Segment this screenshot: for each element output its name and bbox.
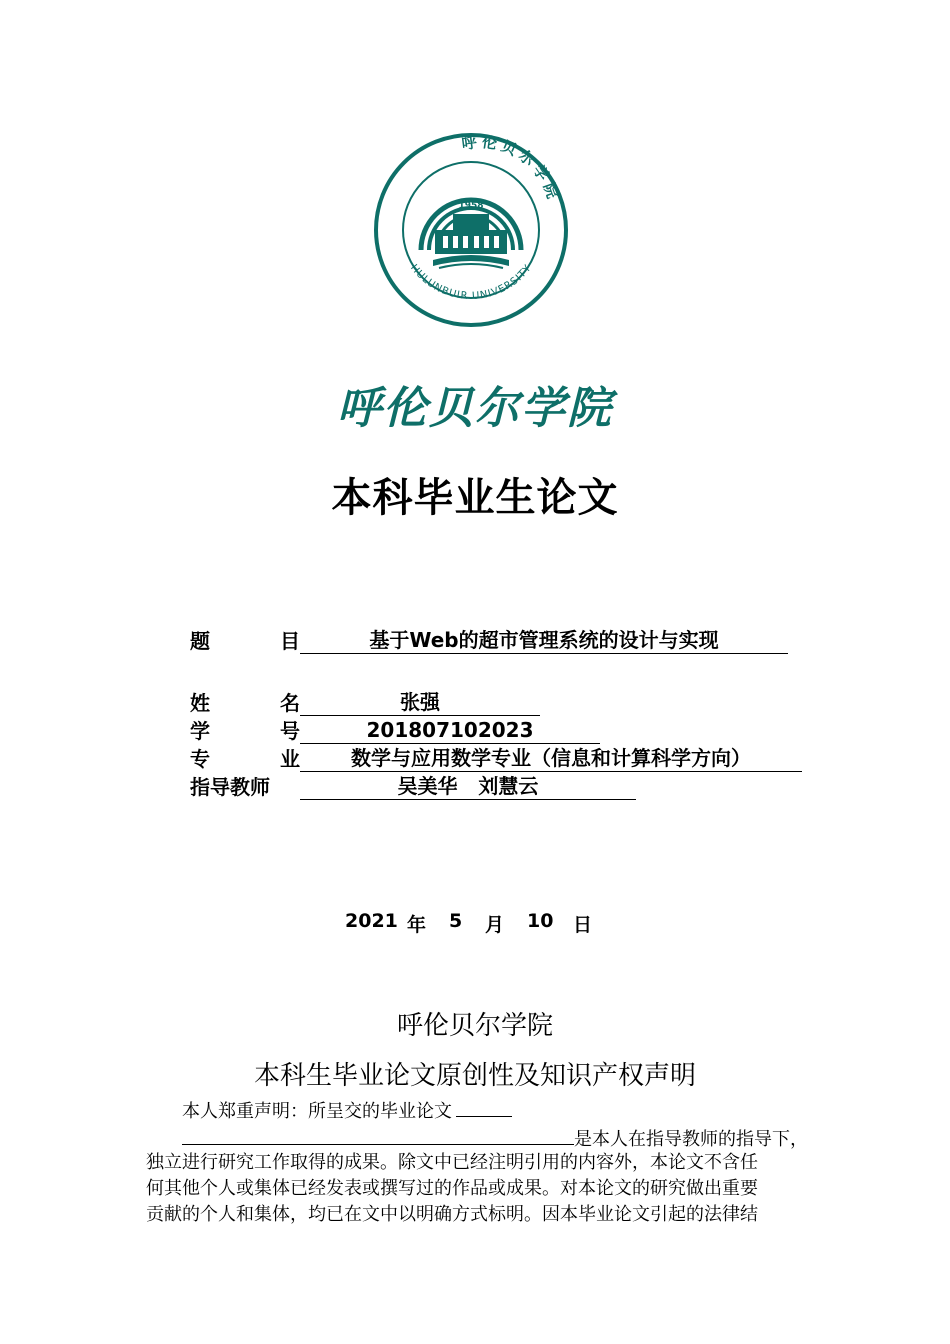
blank-underline	[456, 1098, 512, 1117]
major-label	[190, 746, 300, 772]
seal-year: 1958	[458, 201, 484, 211]
major-row	[190, 744, 802, 772]
label-char: 题	[190, 629, 210, 653]
label-char: 目	[280, 629, 300, 653]
date-year: 2021	[345, 910, 398, 932]
date-month-unit: 月	[485, 914, 505, 936]
date-month: 5	[449, 910, 463, 932]
declaration-line	[182, 1124, 808, 1153]
university-seal-icon	[373, 132, 569, 328]
name-value: 张强	[300, 690, 540, 716]
thesis-heading: 本科毕业生论文	[331, 475, 619, 521]
declaration-line-text: 本人郑重声明：所呈交的毕业论文	[182, 1101, 452, 1122]
declaration-university: 呼伦贝尔学院	[396, 1011, 553, 1041]
major-value: 数学与应用数学专业（信息和计算科学方向）	[300, 746, 802, 772]
label-char: 姓	[190, 691, 210, 715]
student-id-value: 201807102023	[300, 718, 600, 744]
declaration-line	[182, 1098, 512, 1125]
label-char: 名	[280, 691, 300, 715]
declaration-line: 独立进行研究工作取得的成果。除文中已经注明引用的内容外，本论文不含任	[146, 1152, 758, 1173]
submission-date	[345, 910, 597, 937]
date-day-unit: 日	[573, 914, 593, 936]
advisor-row	[190, 772, 636, 800]
title-label	[190, 628, 300, 654]
advisor-label: 指导教师	[190, 775, 270, 799]
title-row	[190, 626, 788, 654]
title-value: 基于Web的超市管理系统的设计与实现	[300, 628, 788, 654]
svg-text:HULUNBUIR UNIVERSITY	[408, 263, 534, 302]
label-char: 专	[190, 747, 210, 771]
name-label	[190, 690, 300, 716]
svg-text:呼伦贝尔学院	[461, 133, 563, 205]
label-char: 业	[280, 747, 300, 771]
label-char: 号	[280, 719, 300, 743]
declaration-line: 贡献的个人和集体，均已在文中以明确方式标明。因本毕业论文引起的法律结	[146, 1204, 758, 1225]
declaration-line-text: 是本人在指导教师的指导下，	[574, 1129, 808, 1150]
blank-underline	[182, 1124, 574, 1145]
date-day: 10	[527, 910, 554, 932]
student-id-label	[190, 718, 300, 744]
advisor-value: 吴美华 刘慧云	[300, 774, 636, 800]
declaration-line: 何其他个人或集体已经发表或撰写过的作品或成果。对本论文的研究做出重要	[146, 1178, 758, 1199]
date-year-unit: 年	[407, 914, 427, 936]
university-name: 呼伦贝尔学院	[337, 383, 613, 434]
name-row	[190, 688, 540, 716]
label-char: 学	[190, 719, 210, 743]
declaration-title: 本科生毕业论文原创性及知识产权声明	[253, 1061, 696, 1091]
seal-chinese-arc: 呼伦贝尔学院	[460, 132, 563, 205]
seal-english-name: HULUNBUIR UNIVERSITY	[408, 262, 534, 303]
student-id-row	[190, 716, 600, 744]
